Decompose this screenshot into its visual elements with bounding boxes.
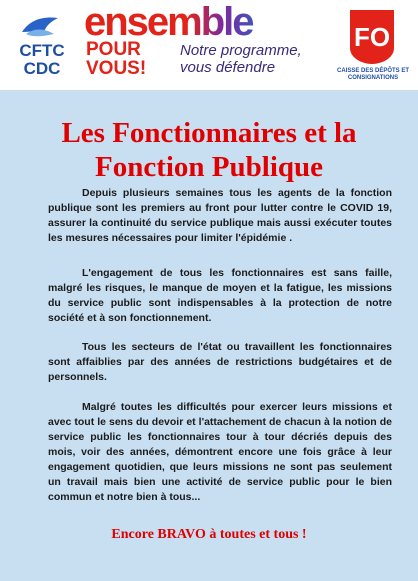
paragraph-3: Tous les secteurs de l'état ou travaillent les fonctionnaires sont affaiblies par des années de restrictions budgétaires et de personnels. — [48, 341, 392, 383]
ensemble-wordmark: ensemble — [84, 2, 314, 42]
paragraph-4: Malgré toutes les difficultés pour exercer leurs missions et avec tout le sens du devoir et l'attachement de chacun à la notion de service public les fonctionnaires tour à tour décriés depuis des mois, voir des années, démontrent encore une fois grâce à leur engagement quotidien, que leurs missions ne sont pas seulement un travail mais bien une activité de service public pour le bien commun et notre bien à tous... — [48, 401, 392, 503]
cftc-cdc-logo — [8, 10, 72, 80]
closing-line: Encore BRAVO à toutes et tous ! — [111, 527, 307, 542]
fo-badge-icon — [348, 8, 396, 66]
cftc-text: CFTC — [19, 41, 65, 60]
dove-icon — [20, 14, 60, 40]
cdc-text: CDC — [23, 59, 61, 78]
pour-vous-text: POUR VOUS! — [86, 39, 147, 79]
header — [0, 0, 418, 90]
page-title: Les Fonctionnaires et la Fonction Publique — [61, 117, 357, 183]
paragraph-1: Depuis plusieurs semaines tous les agents de la fonction publique sont les premiers au front pour lutter contre le COVID 19, assurer la continuité du service publique mais aussi exécuter toutes les mesures nécessaires pour limiter l'épidémie . — [48, 187, 392, 244]
fo-logo — [330, 4, 416, 88]
ensemble-banner — [84, 2, 314, 88]
fo-mark-text: FO — [353, 22, 391, 52]
paragraph-2: L'engagement de tous les fonctionnaires est sans faille, malgré les risques, le manque de moyen et la fatigue, les missions du service public sont indispensables à la protection de notre société et à son fonctionnement. — [48, 267, 392, 324]
fo-caption: CAISSE DES DÉPÔTS ET CONSIGNATIONS — [336, 68, 409, 81]
tagline: Notre programme, vous défendre — [180, 42, 302, 76]
